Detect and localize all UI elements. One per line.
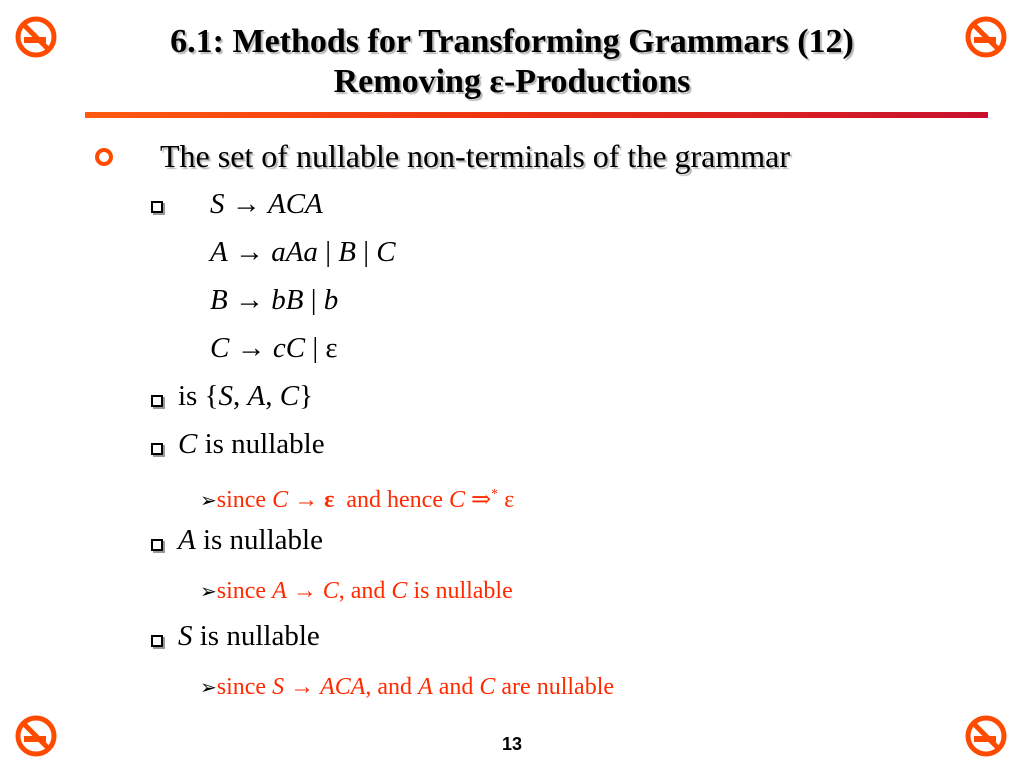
nullable-set: is {S, A, C} — [178, 380, 313, 412]
title-line-2: Removing ε-Productions — [333, 63, 691, 100]
a-nullable: A is nullable — [178, 524, 323, 556]
no-smoking-icon — [15, 16, 57, 58]
s-reason: ➢since S → ACA, and A and C are nullable — [200, 674, 615, 700]
c-reason: ➢since C → ε and hence C ⇒* ε — [200, 487, 515, 513]
page-title — [100, 22, 924, 102]
no-smoking-icon — [965, 16, 1007, 58]
title-line-1: 6.1: Methods for Transforming Grammars (12) — [170, 23, 854, 60]
grammar-rule-s: S → ACA — [210, 188, 323, 220]
arrowhead-bullet-icon: ➢ — [200, 579, 217, 603]
bullet-heading: The set of nullable non-terminals of the grammar — [160, 138, 791, 174]
page-number: 13 — [501, 734, 523, 754]
a-reason: ➢since A → C, and C is nullable — [200, 578, 513, 604]
square-bullet-icon — [151, 635, 163, 647]
grammar-rule-c: C → cC | ε — [210, 332, 338, 364]
title-divider — [85, 112, 988, 118]
square-bullet-icon — [151, 443, 163, 455]
no-smoking-icon — [15, 715, 57, 757]
arrowhead-bullet-icon: ➢ — [200, 675, 217, 699]
grammar-rule-a: A → aAa | B | C — [210, 236, 396, 268]
square-bullet-icon — [151, 201, 163, 213]
grammar-rule-b: B → bB | b — [210, 284, 339, 316]
no-smoking-icon — [965, 715, 1007, 757]
square-bullet-icon — [151, 539, 163, 551]
ring-bullet-icon — [95, 148, 113, 166]
c-nullable: C is nullable — [178, 428, 325, 460]
arrowhead-bullet-icon: ➢ — [200, 488, 217, 512]
square-bullet-icon — [151, 395, 163, 407]
s-nullable: S is nullable — [178, 620, 320, 652]
